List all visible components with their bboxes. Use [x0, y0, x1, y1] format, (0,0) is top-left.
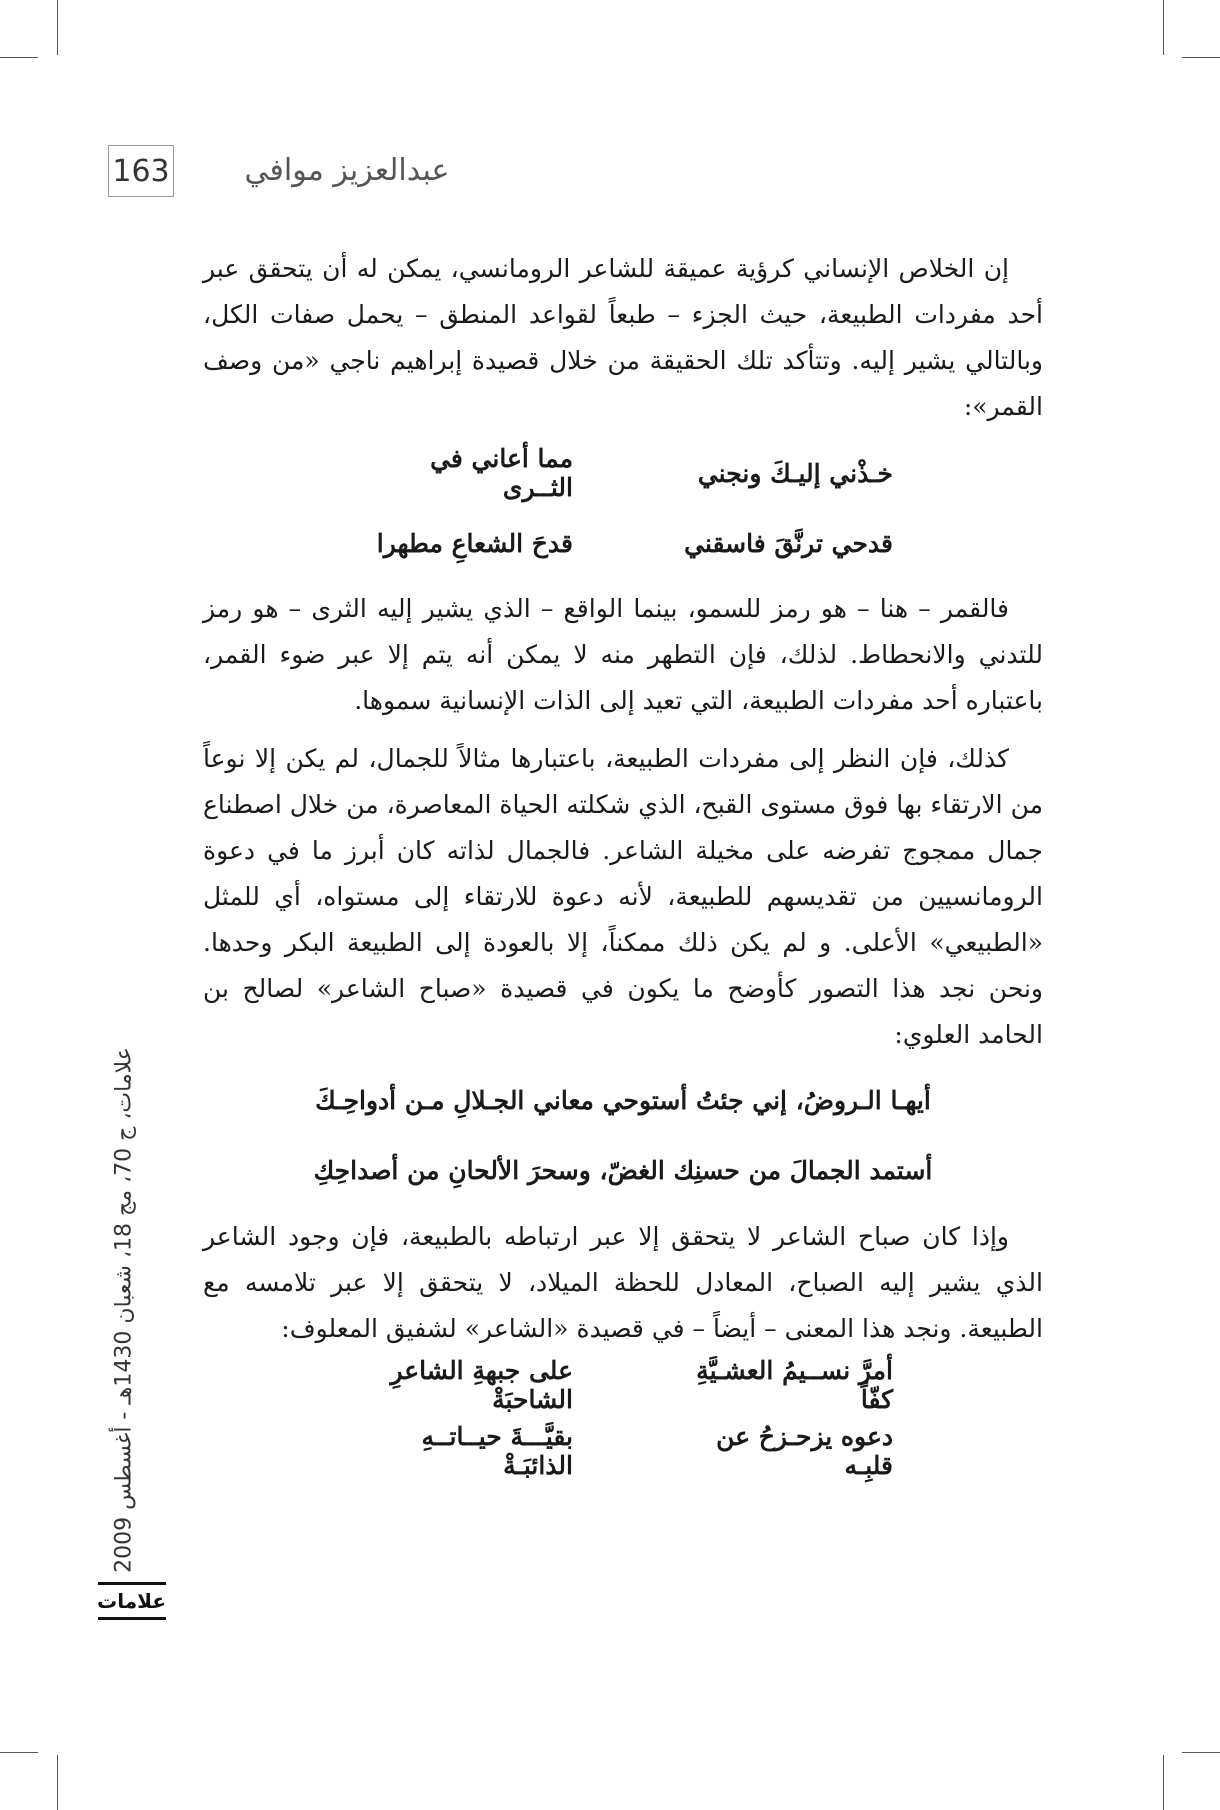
verse-hemistich: مما أعاني في الثــرى: [430, 444, 573, 502]
paragraph: إن الخلاص الإنساني كرؤية عميقة للشاعر الرومانسي، يمكن له أن يتحقق عبر أحد مفردات الطبيعة، حيث الجزء – طبعاً لقواعد المنطق – يحمل صفات الكل، وبالتالي يشير إليه. وتتأكد تلك الحقيقة من خلال قصيدة إبراهيم ناجي «من وصف القمر»:: [203, 254, 1043, 421]
journal-citation: علامات، ج 70، مج 18، شعبان 1430هـ - أغسطس 2009: [111, 1047, 137, 1573]
crop-mark: [1163, 1755, 1164, 1810]
paragraph: فالقمر – هنا – هو رمز للسمو، بينما الواقع – الذي يشير إليه الثرى – هو رمز للتدني والانحطاط. لذلك، فإن التطهر منه لا يمكن أنه يتم إلا عبر ضوء القمر، باعتباره أحد مفردات الطبيعة، التي تعيد إلى الذات الإنسانية سموها.: [203, 594, 1043, 715]
verse-line: [203, 508, 1043, 578]
crop-mark: [1163, 0, 1164, 55]
verse-hemistich: قدحَ الشعاعِ مطهرا: [376, 528, 573, 558]
journal-logo: علامات: [98, 1582, 166, 1620]
running-header-author: عبدالعزيز موافي: [244, 153, 450, 188]
verse-hemistich: بقيَّـــةَ حيــاتــهِ الذائبَـةْ: [421, 1422, 573, 1480]
verse-block-maalouf: [203, 1352, 1043, 1484]
page-number: 163: [108, 145, 174, 197]
verse-hemistich: خـذْني إليـكَ ونجني: [697, 458, 893, 488]
crop-mark: [0, 57, 38, 58]
verse-block-naji: [203, 438, 1043, 578]
article-body: [203, 246, 1043, 1492]
verse-line: أستمد الجمالَ من حسنِك الغضّ، وسحرَ الألحانِ من أصداحِكِ: [313, 1156, 933, 1185]
crop-mark: [1182, 1752, 1220, 1753]
crop-mark: [0, 1752, 38, 1753]
verse-line: [203, 438, 1043, 508]
verse-line: أيهـا الـروضُ، إني جئتُ أستوحي معاني الجـلالِ مـن أدواحِـكَ: [315, 1086, 931, 1115]
crop-mark: [57, 1755, 58, 1810]
verse-hemistich: على جبهةِ الشاعرِ الشاحبَةْ: [390, 1356, 573, 1414]
verse-hemistich: دعوه يزحـزحُ عن قلبِـه: [716, 1422, 893, 1480]
verse-line: [203, 1352, 1043, 1418]
crop-mark: [1182, 57, 1220, 58]
verse-hemistich: قدحي ترنَّقَ فاسقني: [684, 528, 893, 558]
paragraph: كذلك، فإن النظر إلى مفردات الطبيعة، باعتبارها مثالاً للجمال، لم يكن إلا نوعاً من الارتقاء بها فوق مستوى القبح، الذي شكلته الحياة المعاصرة، من خلال اصطناع جمال ممجوج تفرضه على مخيلة الشاعر. فالجمال لذاته كان أبرز ما في دعوة الرومانسيين من تقديسهم للطبيعة، لأنه دعوة للارتقاء إلى مستواه، أي للمثل «الطبيعي» الأعلى. و لم يكن ذلك ممكناً، إلا بالعودة إلى الطبيعة البكر وحدها. ونحن نجد هذا التصور كأوضح ما يكون في قصيدة «صباح الشاعر» لصالح بن الحامد العلوي:: [203, 744, 1043, 1049]
crop-mark: [57, 0, 58, 55]
paragraph: وإذا كان صباح الشاعر لا يتحقق إلا عبر ارتباطه بالطبيعة، فإن وجود الشاعر الذي يشير إليه الصباح، المعادل للحظة الميلاد، لا يتحقق إلا عبر تلامسه مع الطبيعة. ونجد هذا المعنى – أيضاً – في قصيدة «الشاعر» لشفيق المعلوف:: [203, 1222, 1043, 1343]
verse-block-alawi: [203, 1066, 1043, 1206]
verse-line: [203, 1418, 1043, 1484]
verse-hemistich: أمرَّ نســيمُ العشـيَّةِ كفّاً: [696, 1356, 893, 1414]
